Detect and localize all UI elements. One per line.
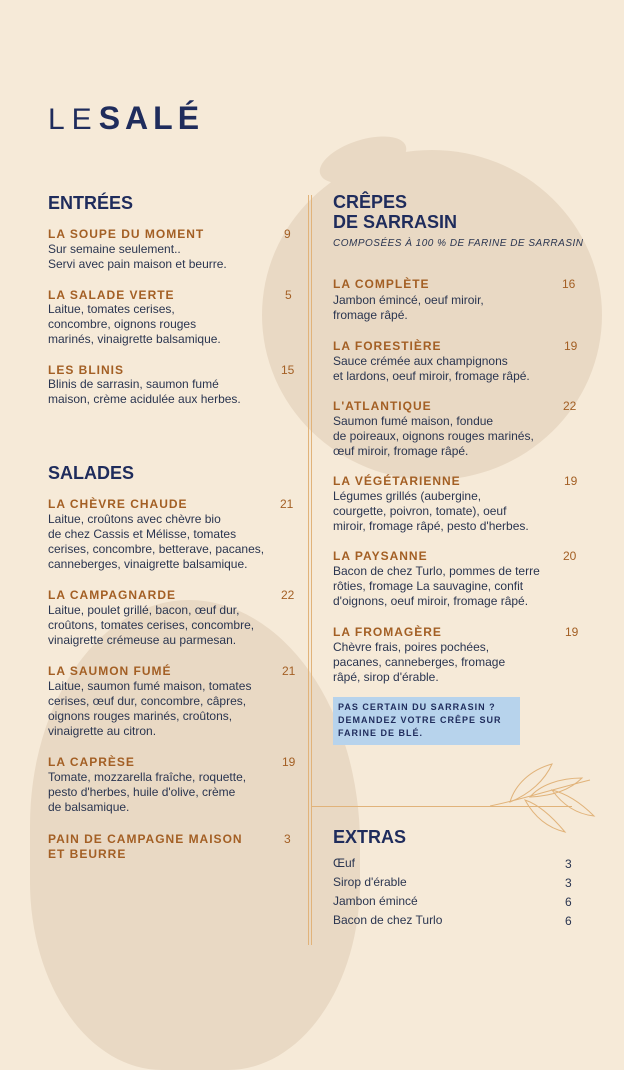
item-desc: Chèvre frais, poires pochées, pacanes, canneberges, fromage râpé, sirop d'érable.: [333, 640, 506, 684]
item-price: 5: [285, 288, 292, 302]
item-price: 19: [282, 755, 296, 769]
item-title: LA SALADE VERTE: [48, 288, 175, 302]
item-price: 22: [563, 399, 577, 413]
item-title: LA CAMPAGNARDE: [48, 588, 176, 602]
item-title: LA CAPRÈSE: [48, 755, 135, 769]
item-price: 22: [281, 588, 295, 602]
extra-name: Sirop d'érable: [333, 875, 407, 889]
item-price: 20: [563, 549, 577, 563]
column-divider: [308, 195, 309, 945]
item-title: LA VÉGÉTARIENNE: [333, 474, 461, 488]
logo: [48, 100, 204, 137]
item-price: 19: [564, 474, 578, 488]
extra-price: 6: [565, 895, 572, 909]
item-title: LA FORESTIÈRE: [333, 339, 442, 353]
item-desc: Laitue, croûtons avec chèvre bio de chez Cassis et Mélisse, tomates cerises, concombre, betterave, pacanes, canneberges, vinaigrette balsamique.: [48, 512, 265, 571]
item-desc: Laitue, saumon fumé maison, tomates cerises, œuf dur, concombre, câpres, oignons rouges marinés, croûtons, vinaigrette au citron.: [48, 679, 252, 738]
item-price: 16: [562, 277, 576, 291]
item-title: L'ATLANTIQUE: [333, 399, 432, 413]
item-price: 21: [282, 664, 296, 678]
item-desc: Jambon émincé, oeuf miroir, fromage râpé.: [333, 293, 484, 322]
extra-name: Bacon de chez Turlo: [333, 913, 443, 927]
wheat-flour-note-text: PAS CERTAIN DU SARRASIN ? DEMANDEZ VOTRE CRÊPE SUR FARINE DE BLÉ.: [338, 702, 502, 738]
item-desc: Blinis de sarrasin, saumon fumé maison, crème acidulée aux herbes.: [48, 377, 241, 406]
item-title: LA CHÈVRE CHAUDE: [48, 497, 188, 511]
item-title: LA SAUMON FUMÉ: [48, 664, 172, 678]
section-title-entrees: ENTRÉES: [48, 193, 134, 213]
logo-bold: SALÉ: [98, 100, 205, 136]
item-title: PAIN DE CAMPAGNE MAISON ET BEURRE: [48, 832, 243, 861]
section-title-extras: EXTRAS: [333, 827, 407, 847]
item-desc: Laitue, tomates cerises, concombre, oignons rouges marinés, vinaigrette balsamique.: [48, 302, 221, 346]
logo-thin: LE: [48, 103, 99, 136]
extra-name: Jambon émincé: [333, 894, 418, 908]
section-subtitle: COMPOSÉES À 100 % DE FARINE DE SARRASIN: [333, 238, 584, 249]
item-title: LES BLINIS: [48, 363, 125, 377]
item-title: LA COMPLÈTE: [333, 277, 430, 291]
item-desc: Sur semaine seulement.. Servi avec pain maison et beurre.: [48, 242, 227, 271]
section-title-salades: SALADES: [48, 463, 135, 483]
extra-price: 3: [565, 876, 572, 890]
extra-price: 3: [565, 857, 572, 871]
item-price: 21: [280, 497, 294, 511]
item-title: LA SOUPE DU MOMENT: [48, 227, 205, 241]
item-price: 19: [564, 339, 578, 353]
item-desc: Saumon fumé maison, fondue de poireaux, oignons rouges marinés, œuf miroir, fromage râpé.: [333, 414, 534, 458]
item-desc: Laitue, poulet grillé, bacon, œuf dur, croûtons, tomates cerises, concombre, vinaigrette crémeuse au parmesan.: [48, 603, 255, 647]
item-title: LA FROMAGÈRE: [333, 625, 442, 639]
item-desc: Légumes grillés (aubergine, courgette, poivron, tomate), oeuf miroir, fromage râpé, pesto d'herbes.: [333, 489, 529, 533]
item-price: 15: [281, 363, 295, 377]
extra-name: Œuf: [333, 856, 356, 870]
column-divider-2: [311, 195, 312, 945]
item-price: 9: [284, 227, 291, 241]
item-price: 3: [284, 832, 291, 846]
item-title: LA PAYSANNE: [333, 549, 428, 563]
section-title-crepes: CRÊPES DE SARRASIN: [333, 192, 458, 232]
extra-price: 6: [565, 914, 572, 928]
item-desc: Sauce crémée aux champignons et lardons, oeuf miroir, fromage râpé.: [333, 354, 530, 383]
item-price: 19: [565, 625, 579, 639]
item-desc: Bacon de chez Turlo, pommes de terre rôties, fromage La sauvagine, confit d'oignons, oeuf miroir, fromage râpé.: [333, 564, 540, 608]
leaf-branch-icon: [490, 760, 600, 840]
item-desc: Tomate, mozzarella fraîche, roquette, pesto d'herbes, huile d'olive, crème de balsamique.: [48, 770, 247, 814]
